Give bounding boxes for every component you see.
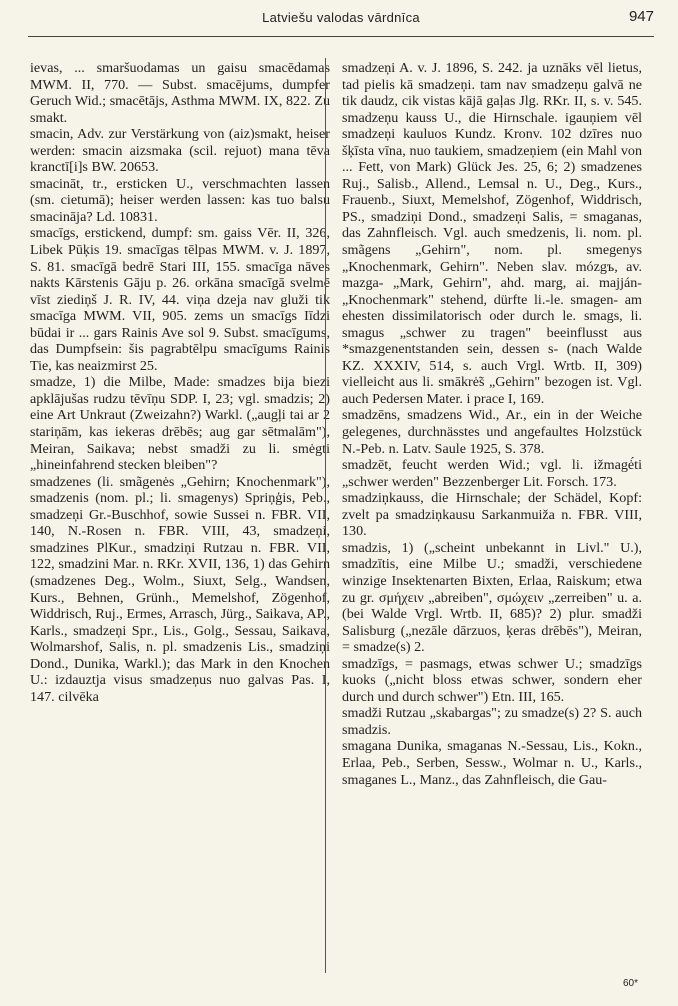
entry-smadzinkauss: smadziņkauss, die Hirnschale; der Schädel, Kopf: zvelt pa smadziņkausu Sarkanmuiža n. FBR. VIII, 130. — [342, 490, 642, 540]
entry-smacigs: smacīgs, erstickend, dumpf: sm. gaiss Vēr. II, 326, Libek Pūķis 19. smacīgas tēlpas MWM. v. J. 1897, S. 81. smacīgā bedrē Stari III, 155. smacīga nāves nakts Kārstenis Gāju p. 26. orkāna smacīgā svelmē vīst ziediņš J. R. IV, 44. viņa dzeja nav gluži tik smacīga MWM. VII, 905. zems un smacīgs Iīdzi būdai ir ... gars Rainis Ave sol 9. Subst. smacīgums, das Dumpfsein: šis pagrabtēlpu smacīgums Rainis Tie, kas neaizmirst 25. — [30, 225, 330, 374]
column-divider — [325, 58, 326, 973]
entry-smagana: smagana Dunika, smaganas N.-Sessau, Lis., Kokn., Erlaa, Peb., Serben, Sessw., Wolmar n. U., Karls., smaganes L., Manz., das Zahnfleisch, die Gau- — [342, 738, 642, 788]
entry-smadzeni-cont: smadzeņi A. v. J. 1896, S. 242. ja uznāks vēl lietus, tad pielis kā smadzeņi. tam nav smadzeņu galvā ne tik daudz, cik vistas kājā gaļas Jlg. RKr. II, s. v. 545. smadzeņu kauss U., die Hirnschale. igauņiem vēl smadzeņi kauluos Kundz. Kronv. 102 dzīres nuo šķīsta vīna, nuo taukiem, smadzeņiem (ein Mahl von ... Fett, von Mark) Glück Jes. 25, 6; 2) smadzenes Ruj., Salisb., Allend., Lemsal n. U., Deg., Kurs., Frauenb., Siuxt, Memelshof, Zögenhof, Widdrisch, PS., smadziņi Dond., smadzeņi Salis, = smaganas, das Zahnfleisch. Vgl. auch smedzenis, li. nom. pl. smãgens „Gehirn", nom. pl. smegenys „Knochenmark, Gehirn". Neben slav. mózgъ, av. mazga- „Mark, Gehirn", ahd. marg, ai. majján- „Knochenmark" stehend, dürfte li.-le. smagen- am ehesten dissimilatorisch oder durch le. smags, li. smagus „schwer zu tragen" beeinflusst aus *smazgenentstanden sein, dessen s- (nach Walde KZ. XXXIV, 514, s. auch Vrgl. Wrtb. II, 309) vielleicht aus li. smākrė̃s „Gehirn" bezogen ist. Vgl. auch Pedersen Mater. i prace I, 169. — [342, 60, 642, 407]
entry-smadzi: smadži Rutzau „skabargas"; zu smadze(s) 2? S. auch smadzis. — [342, 705, 642, 738]
entry-smadzens: smadzēns, smadzens Wid., Ar., ein in der Weiche gelegenes, durchnässtes und angefaultes Holzstück N.-Peb. n. Latv. Saule 1925, S. 378. — [342, 407, 642, 457]
running-title: Latviešu valodas vārdnīca — [262, 10, 420, 25]
entry-smadzenes: smadzenes (li. smãgenės „Gehirn; Knochenmark"), smadzenis (nom. pl.; li. smagenys) Spriņģis, Peb., smadzeņi Gr.-Buschhof, sowie Sussei n. FBR. VII, 140, N.-Rosen n. FBR. VIII, 43, smadzeņi, smadzines PlKur., smadziņi Rutzau n. FBR. VII, 122, smadzini Mar. n. RKr. XVII, 136, 1) das Gehirn (smadzenes Deg., Wolm., Siuxt, Selg., Wandsen, Kurs., Behnen, Grünh., Memelshof, Zögenhof, Widdrisch, Ruj., Ermes, Arrasch, Jürg., Saikava, AP., Karls., smadzeņi Spr., Lis., Golg., Sessau, Saikava, Wolmarshof, Salis, n. pl. smadzenis Lis., smadziņi Dond., Dunika, Warkl.); das Mark in den Knochen U.: izdauztja visus smadzeņus nuo galvas Pas. I, 147. cilvēka — [30, 473, 330, 705]
entry-smadzet: smadzēt, feucht werden Wid.; vgl. li. ižmagė́ti „schwer werden" Bezzenberger Lit. Forsch. 173. — [342, 457, 642, 490]
page-header — [28, 6, 654, 32]
header-rule — [28, 36, 654, 37]
entry-ievas: ievas, ... smaršuodamas un gaisu smacēdamas MWM. II, 770. — Subst. smacējums, dumpfer Geruch Wid.; smacētājs, Asthma MWM. IX, 822. Zu smakt. — [30, 60, 330, 126]
entry-smadzis: smadzis, 1) („scheint unbekannt in Livl." U.), smadzītis, eine Milbe U.; smadži, verschiedene winzige Insektenarten Bixten, Erlaa, Raiskum; etwa zu gr. σμήχειν „abreiben", σμώχειν „zerreiben" u. a. (bei Walde Vrgl. Wrtb. II, 685)? 2) plur. smadži Salisburg („nezāle dārzuos, ķeras drēbēs"), Meiran, = smadze(s) 2. — [342, 539, 642, 656]
left-column — [30, 60, 330, 705]
entry-smadzigs: smadzīgs, = pasmags, etwas schwer U.; smadzīgs kuoks („nicht bloss etwas schwer, sondern eher durch und durch schwer") Etn. III, 165. — [342, 655, 642, 705]
page-number: 947 — [628, 8, 654, 25]
entry-smadze: smadze, 1) die Milbe, Made: smadzes bija biezi apklājušas rudzu tēvīņu SDP. I, 23; vgl. smadzis; 2) eine Art Unkraut (Zweizahn?) Warkl. („augļi tai ar 2 stariņām, kas iekeras drēbēs; aug gar sētmalām"), Meiran, Saikava; nebst smadži zu li. smėgti „hineinfahrend stecken bleiben"? — [30, 374, 330, 474]
right-column — [342, 60, 642, 788]
entry-smacin: smacin, Adv. zur Verstärkung von (aiz)smakt, heiser werden: smacin aizsmaka (scil. rejuot) mana tēva kranctī[i]s BW. 20653. — [30, 126, 330, 176]
entry-smacinat: smacināt, tr., ersticken U., verschmachten lassen (sm. cietumā); heiser werden lassen: kas tuo balsu smacināja? Ld. 10831. — [30, 175, 330, 225]
signature-mark: 60* — [622, 978, 638, 989]
